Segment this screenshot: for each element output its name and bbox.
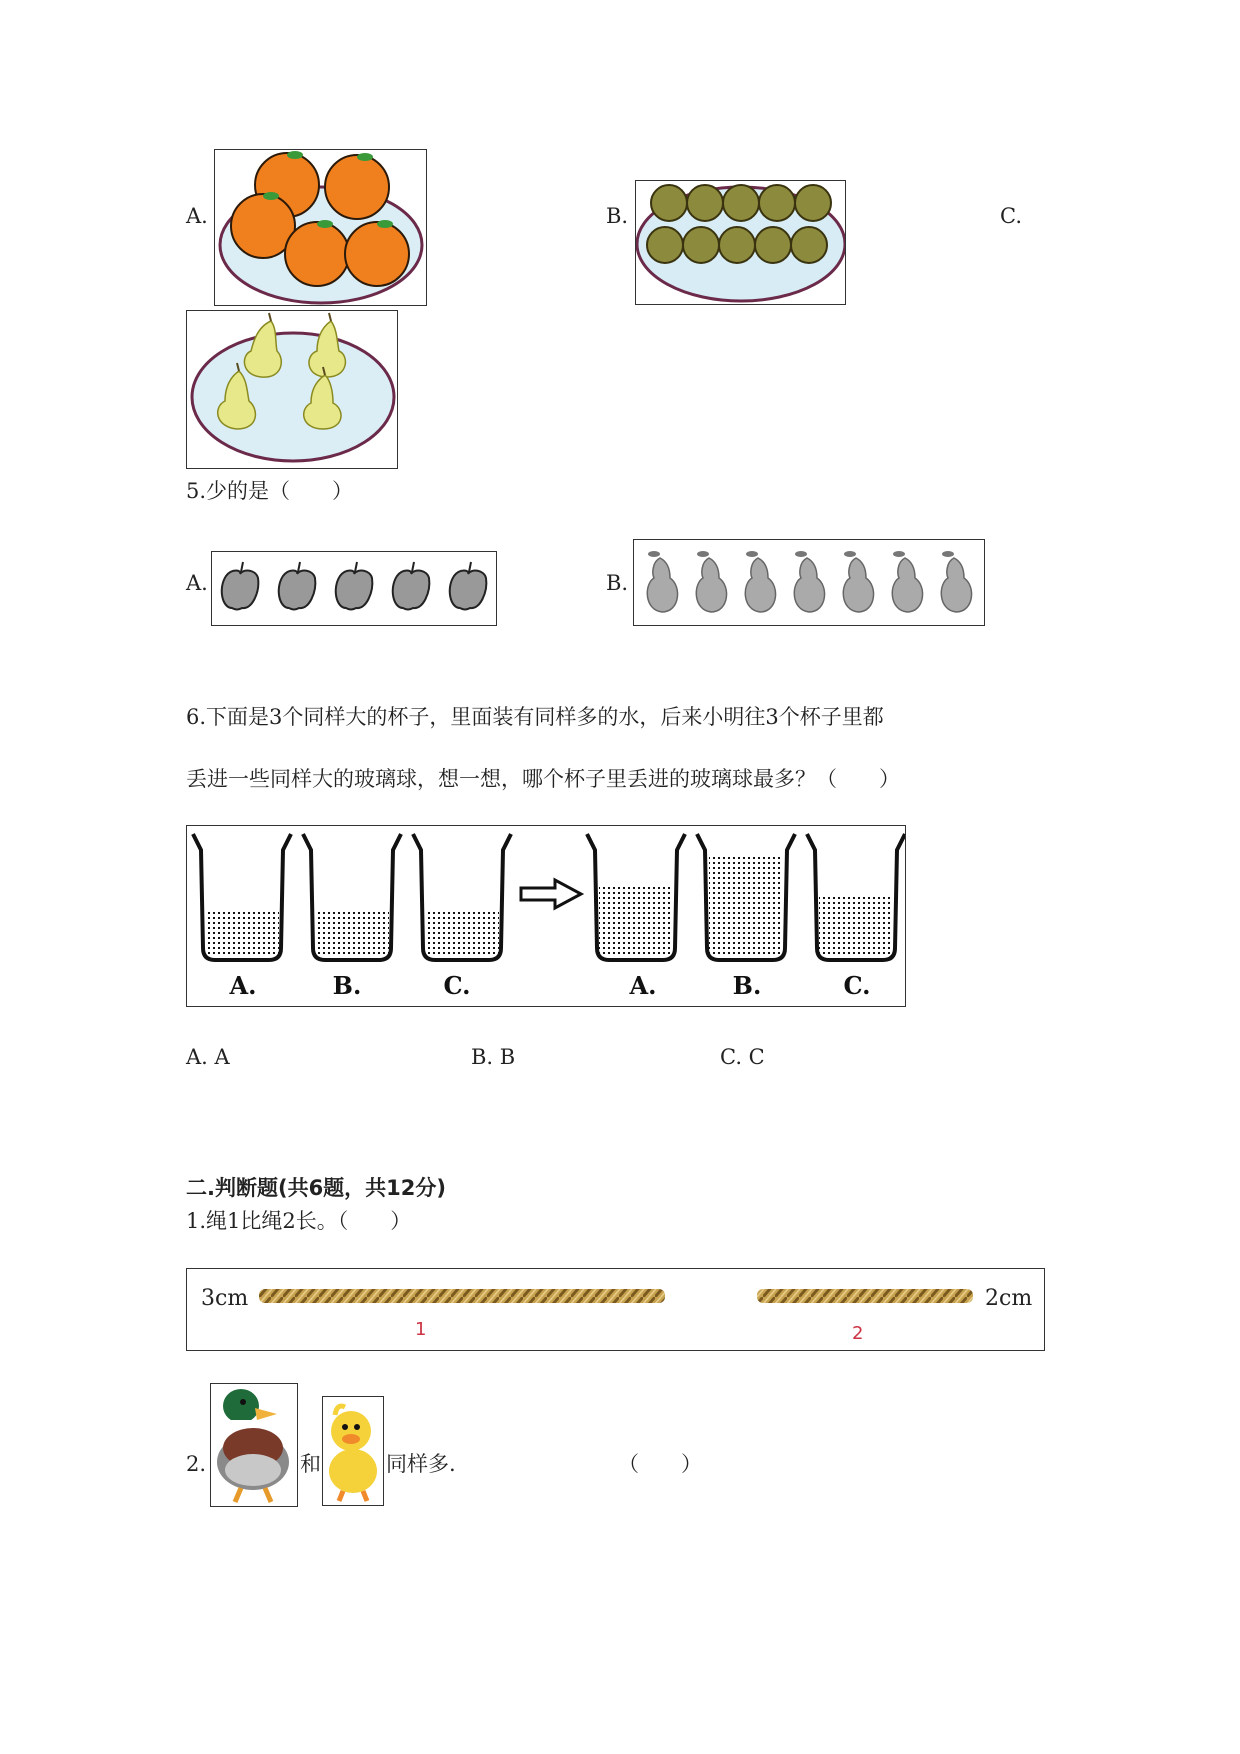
rope-1-length: 3cm: [201, 1286, 249, 1311]
gray-pears-picture: [633, 539, 985, 626]
cup-label: A.: [629, 971, 657, 1000]
q6-option-b[interactable]: B. B: [471, 1045, 516, 1069]
q6-question-line2: 丢进一些同样大的玻璃球，想一想，哪个杯子里丢进的玻璃球最多？（ ）: [186, 767, 900, 791]
oranges-picture: [214, 149, 427, 306]
q5-option-b-label: B.: [606, 571, 629, 595]
q5-question: 5.少的是（ ）: [186, 479, 354, 503]
cup-label: A.: [229, 971, 257, 1000]
cup-before-c: [413, 834, 511, 960]
rope-2: [757, 1289, 973, 1303]
cup-after-b: [697, 834, 795, 960]
apples-picture: [211, 551, 497, 626]
section-2-heading: 二.判断题(共6题，共12分): [186, 1176, 447, 1200]
q4-option-c-label: C.: [1000, 204, 1022, 228]
kiwis-picture: [635, 180, 846, 305]
s2-q1-question: 1.绳1比绳2长。（ ）: [186, 1209, 412, 1233]
pears-picture: [186, 310, 398, 469]
rope-1-number: 1: [415, 1319, 427, 1340]
s2-q2-number: 2.: [186, 1452, 207, 1476]
q4-option-b-label: B.: [606, 204, 629, 228]
duckling-picture: [322, 1396, 384, 1506]
cup-label: B.: [332, 971, 362, 1000]
rope-2-length: 2cm: [985, 1286, 1033, 1311]
mallard-duck-picture: [210, 1383, 298, 1507]
cup-after-a: [587, 834, 685, 960]
s2-q2-connector: 和: [300, 1452, 321, 1476]
cup-before-b: [303, 834, 401, 960]
q6-question-line1: 6.下面是3个同样大的杯子，里面装有同样多的水，后来小明往3个杯子里都: [186, 705, 884, 729]
ropes-picture: [186, 1268, 1045, 1351]
cup-label: C.: [443, 971, 471, 1000]
cups-picture: [186, 825, 906, 1007]
rope-1: [259, 1289, 665, 1303]
s2-q2-answer-paren[interactable]: （ ）: [618, 1452, 702, 1476]
rope-2-number: 2: [852, 1323, 864, 1344]
q6-option-c[interactable]: C. C: [720, 1045, 765, 1069]
cup-before-a: [193, 834, 291, 960]
s2-q2-tail: 同样多.: [386, 1452, 456, 1476]
cup-label: C.: [843, 971, 871, 1000]
q4-option-a-label: A.: [186, 204, 208, 228]
q5-option-a-label: A.: [186, 571, 208, 595]
cup-label: B.: [732, 971, 762, 1000]
q6-option-a[interactable]: A. A: [186, 1045, 230, 1069]
cup-after-c: [807, 834, 905, 960]
